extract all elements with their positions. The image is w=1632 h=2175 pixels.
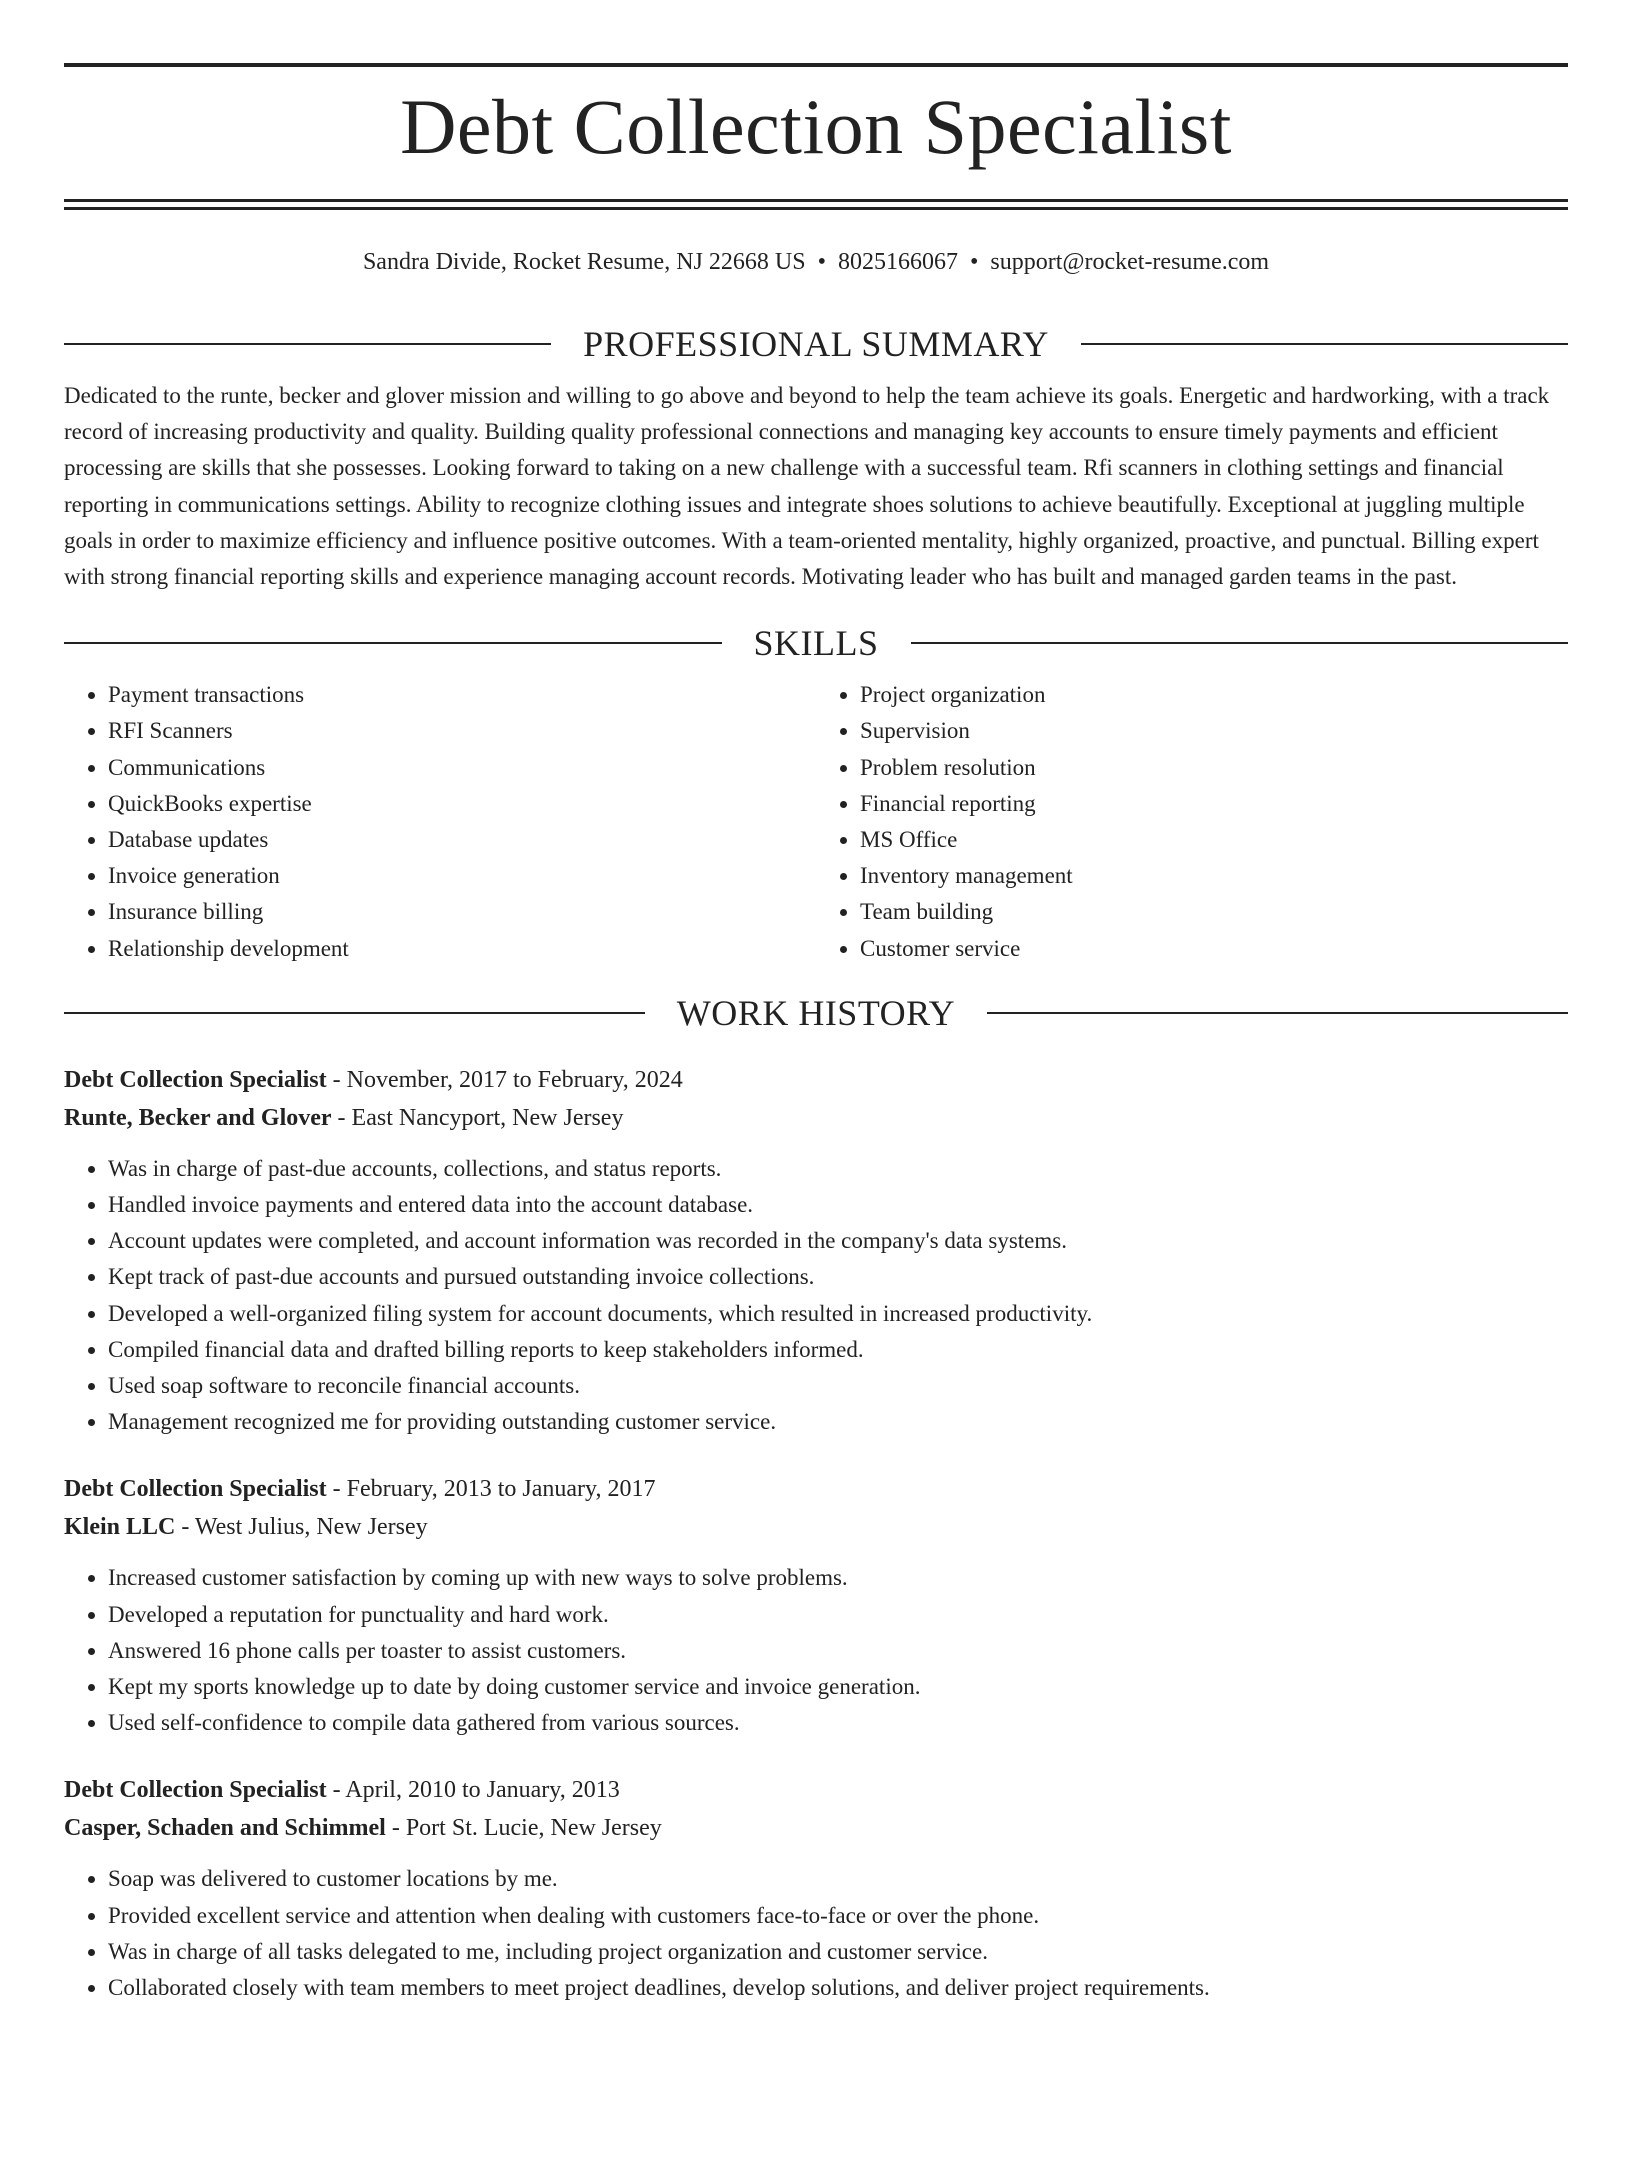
job-bullet: • Kept my sports knowledge up to date by doing customer service and invoice generation. [108,1669,1568,1705]
skill-item: • Payment transactions [108,677,816,713]
job-company-line [64,1508,1568,1546]
job-bullet: • Was in charge of past-due accounts, collections, and status reports. [108,1151,1568,1187]
job-role-line [64,1061,1568,1099]
section-header-summary [64,324,1568,364]
job-role-line [64,1771,1568,1809]
job-bullet: • Kept track of past-due accounts and pursued outstanding invoice collections. [108,1259,1568,1295]
job-location: - East Nancyport, New Jersey [331,1104,624,1131]
job-role: Debt Collection Specialist [64,1777,327,1804]
section-rule-right [1081,343,1568,345]
job-location: - West Julius, New Jersey [175,1514,428,1541]
skill-item: • Team building [860,894,1568,930]
job-bullet: • Soap was delivered to customer locations by me. [108,1861,1568,1897]
job-bullet: • Handled invoice payments and entered data into the account database. [108,1187,1568,1223]
section-title-skills: SKILLS [753,623,879,664]
skills-list-left [64,677,816,967]
job-bullet: • Collaborated closely with team members to meet project deadlines, develop solutions, and deliver project requirements. [108,1970,1568,2006]
job-role: Debt Collection Specialist [64,1476,327,1503]
resume-page [0,63,1632,2175]
job-bullet: • Management recognized me for providing outstanding customer service. [108,1404,1568,1440]
job-entry [64,1771,1568,2006]
job-bullet: • Increased customer satisfaction by coming up with new ways to solve problems. [108,1560,1568,1596]
summary-paragraph: Dedicated to the runte, becker and glover mission and willing to go above and beyond to help the team achieve its goals. Energetic and hardworking, with a track record of increasing productivity and quality. Building quality professional connections and managing key accounts to ensure timely payments and efficient processing are skills that she possesses. Looking forward to taking on a new challenge with a successful team. Rfi scanners in clothing settings and financial reporting in communications settings. Ability to recognize clothing issues and integrate shoes solutions to achieve beautifully. Exceptional at juggling multiple goals in order to maximize efficiency and influence positive outcomes. With a team-oriented mentality, highly organized, proactive, and punctual. Billing expert with strong financial reporting skills and experience managing account records. Motivating leader who has built and managed garden teams in the past. [64,383,1550,590]
section-header-work [64,993,1568,1033]
skill-item: • Database updates [108,822,816,858]
job-company-line [64,1099,1568,1137]
contact-separator: • [817,249,826,275]
job-bullets [64,1560,1568,1741]
skill-item: • RFI Scanners [108,713,816,749]
skill-item: • Customer service [860,931,1568,967]
job-entry [64,1470,1568,1741]
job-bullet: • Answered 16 phone calls per toaster to assist customers. [108,1633,1568,1669]
job-company: Runte, Becker and Glover [64,1104,332,1131]
resume-title: Debt Collection Specialist [400,83,1232,170]
section-header-skills [64,623,1568,663]
job-company-line [64,1809,1568,1847]
section-rule-left [64,343,551,345]
job-dates: - April, 2010 to January, 2013 [326,1777,620,1804]
skill-item: • Invoice generation [108,858,816,894]
job-bullet: • Compiled financial data and drafted billing reports to keep stakeholders informed. [108,1332,1568,1368]
contact-separator: • [969,249,979,275]
job-location: - Port St. Lucie, New Jersey [385,1815,662,1842]
skill-item: • Problem resolution [860,750,1568,786]
contact-line [64,247,1568,277]
section-title-work: WORK HISTORY [676,992,956,1033]
job-entry [64,1061,1568,1441]
job-bullet: • Was in charge of all tasks delegated to me, including project organization and customer service. [108,1934,1568,1970]
section-rule-right [911,642,1569,644]
job-bullets [64,1861,1568,2006]
job-bullet: • Account updates were completed, and account information was recorded in the company's data systems. [108,1223,1568,1259]
job-company: Casper, Schaden and Schimmel [64,1815,386,1842]
skill-item: • Relationship development [108,931,816,967]
skills-columns [64,677,1568,967]
section-rule-right [987,1012,1568,1014]
header-double-rule [64,199,1568,210]
job-bullet: • Developed a reputation for punctuality and hard work. [108,1597,1568,1633]
contact-phone: 8025166067 [837,249,958,275]
job-bullet: • Used soap software to reconcile financial accounts. [108,1368,1568,1404]
job-bullet: • Used self-confidence to compile data gathered from various sources. [108,1705,1568,1741]
section-rule-left [64,642,722,644]
job-company: Klein LLC [64,1514,176,1541]
job-bullet: • Developed a well-organized filing system for account documents, which resulted in increased productivity. [108,1296,1568,1332]
job-bullet: • Provided excellent service and attention when dealing with customers face-to-face or over the phone. [108,1898,1568,1934]
skill-item: • MS Office [860,822,1568,858]
job-role-line [64,1470,1568,1508]
job-dates: - February, 2013 to January, 2017 [326,1476,656,1503]
section-rule-left [64,1012,645,1014]
skills-list-right [816,677,1568,967]
job-bullets [64,1151,1568,1441]
contact-email: support@rocket-resume.com [990,249,1270,275]
skill-item: • Insurance billing [108,894,816,930]
skill-item: • Project organization [860,677,1568,713]
header-top-rule [64,63,1568,67]
job-role: Debt Collection Specialist [64,1066,327,1093]
skill-item: • Communications [108,750,816,786]
skill-item: • QuickBooks expertise [108,786,816,822]
contact-address: Sandra Divide, Rocket Resume, NJ 22668 US [362,249,806,275]
skill-item: • Inventory management [860,858,1568,894]
section-title-summary: PROFESSIONAL SUMMARY [583,324,1049,364]
skill-item: • Financial reporting [860,786,1568,822]
job-dates: - November, 2017 to February, 2024 [326,1066,683,1093]
skill-item: • Supervision [860,713,1568,749]
